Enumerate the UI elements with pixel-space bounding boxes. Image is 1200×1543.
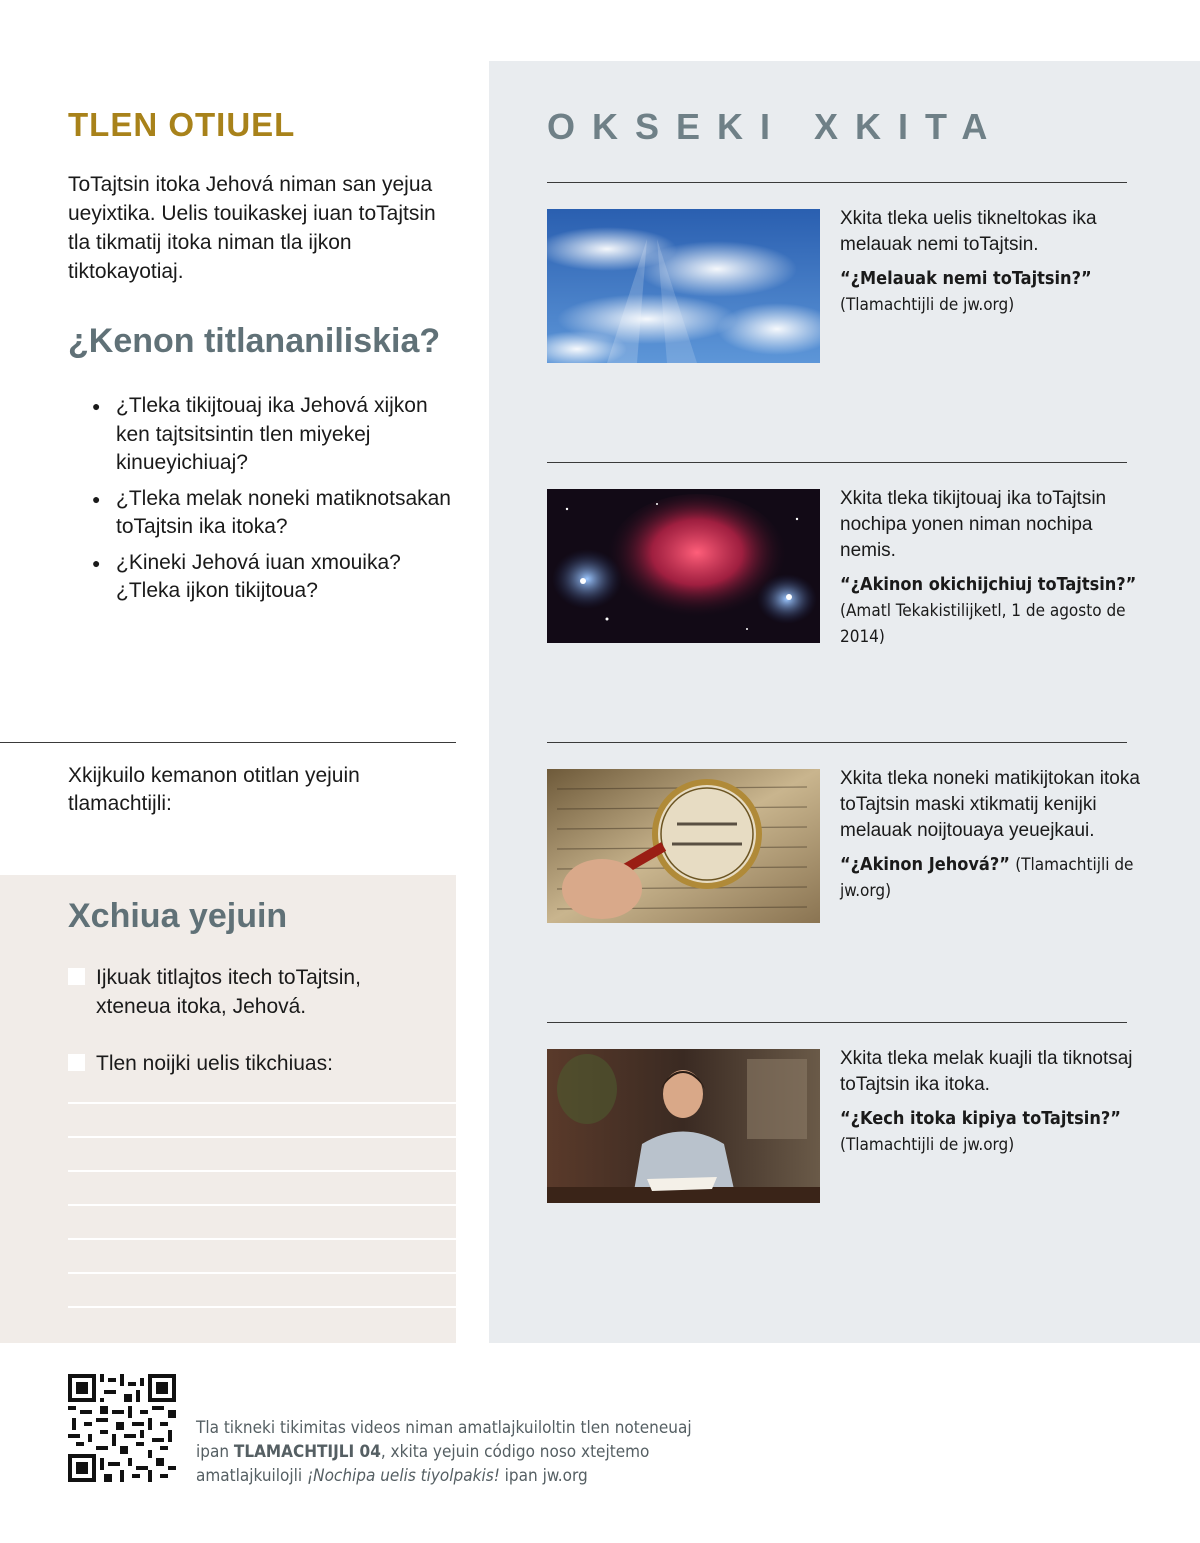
todo-item-label: Ijkuak titlajtos itech toTajtsin, xteneua itoka, Jehová. [96,966,361,1018]
divider [547,182,1127,183]
divider [547,1022,1127,1023]
resource-description [840,486,1140,650]
resource-source: (Amatl Tekakistilijketl, 1 de agosto de 2014) [840,601,1126,647]
question-item: ● ¿Kineki Jehová iuan xmouika? ¿Tleka ijkon tikijtoua? [92,549,457,606]
footer-note [196,1416,716,1488]
qr-code[interactable] [68,1374,176,1482]
footer-note-text: ipan jw.org [499,1466,588,1486]
writing-line[interactable] [68,1306,456,1308]
date-note: Xkijkuilo kemanon otitlan yejuin tlamachtijli: [68,764,360,815]
resource-title-link[interactable]: “¿Akinon Jehová?” [840,854,1010,875]
resource-text: Xkita tleka noneki matikijtokan itoka toTajtsin maski xtikmatij kenijki melauak noijtouaya yeuejkaui. [840,768,1140,841]
nebula-image[interactable] [547,489,820,643]
resource-title-link[interactable]: “¿Kech itoka kipiya toTajtsin?” [840,1108,1121,1129]
divider [0,742,456,743]
sky-with-sun-rays-image[interactable] [547,209,820,363]
writing-line[interactable] [68,1204,456,1206]
todo-item[interactable] [68,1049,438,1078]
todo-item-label: Tlen noijki uelis tikchiuas: [96,1052,333,1075]
resource-description [840,766,1140,904]
resource-text: Xkita tleka melak kuajli tla tiknotsaj toTajtsin ika itoka. [840,1048,1133,1095]
checkbox[interactable] [68,968,85,985]
checkbox[interactable] [68,1054,85,1071]
divider [547,462,1127,463]
todo-title: Xchiua yejuin [68,897,288,935]
footer-note-text: , xkita yejuin código noso xtejtemo amatlajkuilojli [196,1442,650,1486]
resource-source: (Tlamachtijli de jw.org) [840,1135,1015,1155]
footer-note-book-title: ¡Nochipa uelis tiyolpakis! [307,1466,500,1486]
footer-note-lesson: TLAMACHTIJLI 04 [233,1442,381,1462]
questions-title: ¿Kenon titlananiliskia? [68,322,441,360]
resource-text: Xkita tleka tikijtouaj ika toTajtsin nochipa yonen niman nochipa nemis. [840,488,1107,561]
resource-description [840,206,1140,318]
man-reading-image[interactable] [547,1049,820,1203]
writing-line[interactable] [68,1102,456,1104]
writing-line[interactable] [68,1136,456,1138]
writing-line[interactable] [68,1238,456,1240]
writing-line[interactable] [68,1170,456,1172]
resource-title-link[interactable]: “¿Melauak nemi toTajtsin?” [840,268,1092,289]
see-more-title: OKSEKI XKITA [547,106,1005,147]
divider [547,742,1127,743]
resource-source: (Tlamachtijli de jw.org) [840,295,1015,315]
todo-item[interactable] [68,963,438,1021]
question-item: ● ¿Tleka melak noneki matiknotsakan toTajtsin ika itoka? [92,485,457,542]
resource-description [840,1046,1140,1158]
questions-list [92,392,457,613]
footer-note-text: Tla tikneki tikimitas videos niman amatlajkuiloltin tlen noteneuaj ipan [196,1418,692,1462]
intro-text: ToTajtsin itoka Jehová niman san yejua ueyixtika. Uelis touikaskej iuan toTajtsin tla tikmatij itoka niman tla ijkon tiktokayotiaj. [68,173,436,283]
writing-line[interactable] [68,1272,456,1274]
magnifying-glass-hebrew-text-image[interactable] [547,769,820,923]
question-item: ● ¿Tleka tikijtouaj ika Jehová xijkon ken tajtsitsintin tlen miyekej kinueyichiuaj? [92,392,457,478]
resource-source: (Tlamachtijli de jw.org) [840,855,1134,901]
resource-text: Xkita tleka uelis tikneltokas ika melauak nemi toTajtsin. [840,208,1097,255]
resource-title-link[interactable]: “¿Akinon okichijchiuj toTajtsin?” [840,574,1137,595]
section-title-main: TLEN OTIUEL [68,106,296,143]
